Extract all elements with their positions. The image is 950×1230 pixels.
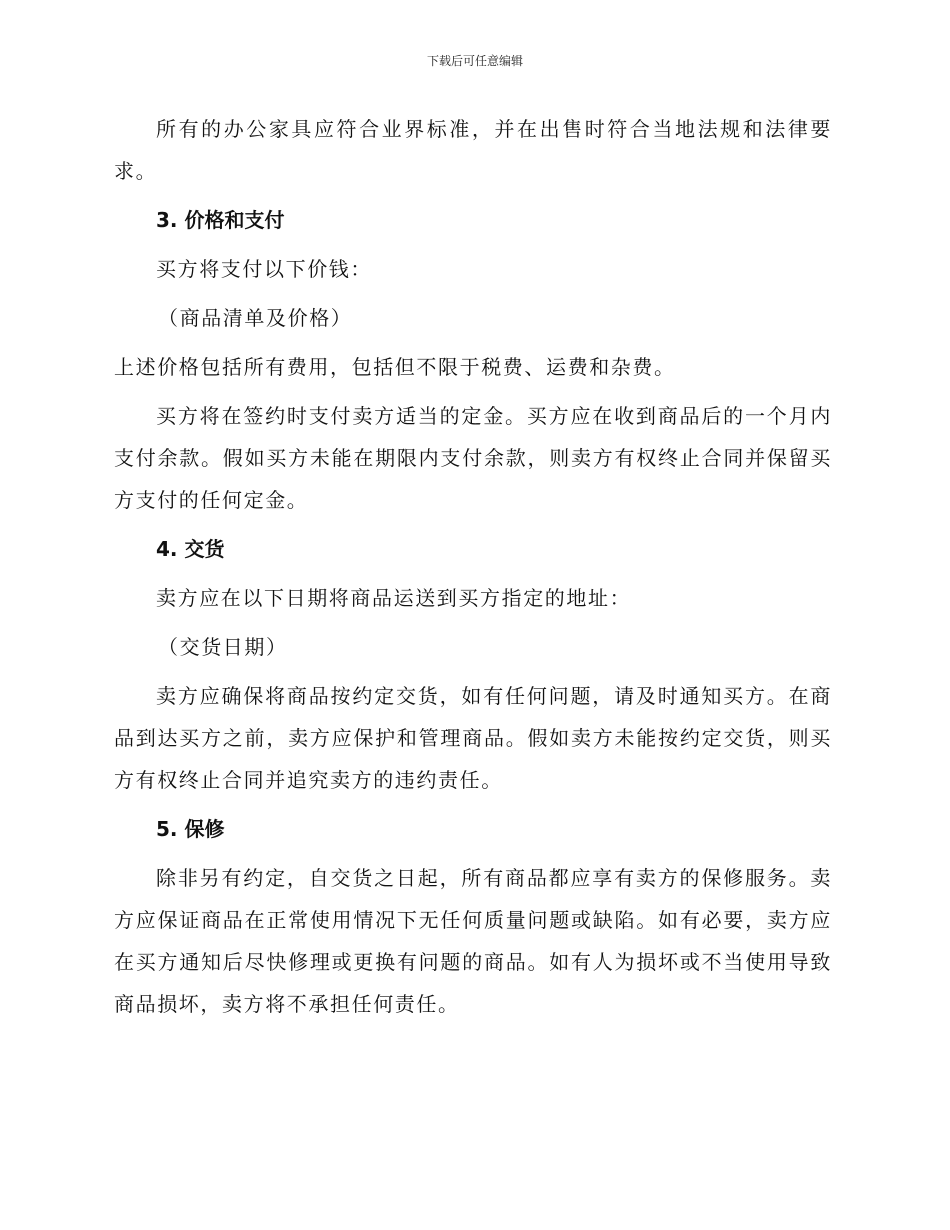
section-heading-price-payment: 3. 价格和支付	[156, 208, 285, 232]
section-heading-warranty: 5. 保修	[156, 817, 225, 841]
price-placeholder-item: （商品清单及价格）	[158, 306, 353, 330]
intro-paragraph: 所有的办公家具应符合业界标准，并在出售时符合当地法规和法律要求。	[114, 117, 832, 183]
price-paragraph-4: 买方将在签约时支付卖方适当的定金。买方应在收到商品后的一个月内支付余款。假如买方未能在期限内支付余款，则卖方有权终止合同并保留买方支付的任何定金。	[114, 404, 832, 512]
price-paragraph-1: 买方将支付以下价钱：	[156, 257, 372, 281]
price-paragraph-3: 上述价格包括所有费用，包括但不限于税费、运费和杂费。	[114, 355, 676, 379]
delivery-paragraph-1: 卖方应在以下日期将商品运送到买方指定的地址：	[156, 586, 632, 610]
warranty-paragraph-1: 除非另有约定，自交货之日起，所有商品都应享有卖方的保修服务。卖方应保证商品在正常使用情况下无任何质量问题或缺陷。如有必要，卖方应在买方通知后尽快修理或更换有问题的商品。如有人为损坏或不当使用导致商品损坏，卖方将不承担任何责任。	[114, 866, 832, 1016]
page-header: 下载后可任意编辑	[426, 54, 523, 68]
delivery-placeholder-item: （交货日期）	[158, 635, 288, 659]
document-body	[114, 108, 832, 1032]
delivery-paragraph-3: 卖方应确保将商品按约定交货，如有任何问题，请及时通知买方。在商品到达买方之前，卖方应保护和管理商品。假如卖方未能按约定交货，则买方有权终止合同并追究卖方的违约责任。	[114, 684, 832, 792]
section-heading-delivery: 4. 交货	[156, 537, 225, 561]
